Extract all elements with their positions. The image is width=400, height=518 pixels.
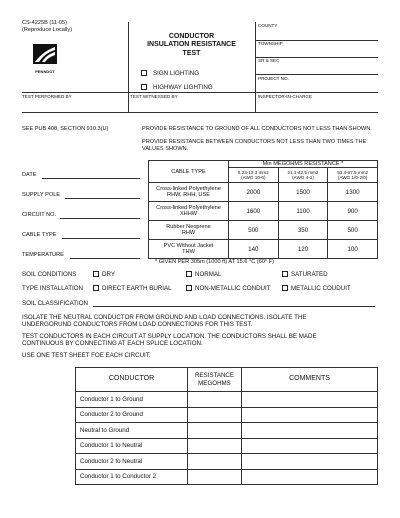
highway-lighting-checkbox[interactable] xyxy=(141,84,147,90)
cable-name: PVC Without Jacket THW xyxy=(149,240,229,259)
cable-row xyxy=(149,202,378,221)
cable-value: 1300 xyxy=(328,183,378,202)
metallic-option[interactable]: METALLIC COUDUIT xyxy=(282,285,351,292)
instruction-line-2a: PROVIDE RESISTANCE BETWEEN CONDUCTORS NOT LESS THAN TWO TIMES THE xyxy=(142,139,367,145)
size-header-1: 5.23-13.3 mm2 (AWG 10-6) xyxy=(229,168,279,183)
conductor-cell: Conductor 1 to Ground xyxy=(76,392,188,408)
temperature-field[interactable] xyxy=(70,258,140,259)
cable-value: 2000 xyxy=(229,183,279,202)
performed-by-label: TEST PERFORMED BY xyxy=(22,94,72,99)
cable-type-label: CABLE TYPE xyxy=(22,232,57,238)
note-paragraph-3: USE ONE TEST SHEET FOE EACH CIRCUIT. xyxy=(22,352,151,359)
note-paragraph-1: ISOLATE THE NEUTRAL CONDUCTOR FROM GROUND AND LOAD CONNECTIONS. ISOLATE THE UNDERGORUND CONDUCTORS FROM LOAD CONNECTIONS FOR THIS TEST. xyxy=(22,314,307,329)
type-installation-label: TYPE INSTALLATION xyxy=(22,285,83,292)
cable-value: 1600 xyxy=(229,202,279,221)
direct-burial-checkbox[interactable] xyxy=(93,285,99,291)
size-header-3: 53.4-67.5 mm2 (AWG 1/0-2/0) xyxy=(328,168,378,183)
sign-lighting-option[interactable]: SIGN LIGHTING xyxy=(141,70,199,77)
comments-cell[interactable] xyxy=(242,469,378,485)
non-metallic-checkbox[interactable] xyxy=(186,285,192,291)
conductor-cell: Conductor 1 to Neutral xyxy=(76,438,188,454)
soil-dry-option[interactable]: DRY xyxy=(93,271,115,278)
size-header-2: 21.1-42.5 mm2 (AWG 4-1) xyxy=(278,168,328,183)
table-row xyxy=(76,438,378,454)
date-field[interactable] xyxy=(42,178,140,179)
page-title: CONDUCTOR INSULATION RESISTANCE TEST xyxy=(147,33,236,57)
cable-type-field[interactable] xyxy=(62,238,140,239)
conductor-column-header: CONDUCTOR xyxy=(76,368,188,392)
resistance-cell[interactable] xyxy=(188,407,242,423)
cable-value: 1500 xyxy=(278,183,328,202)
temperature-label: TEMPERATURE xyxy=(22,252,64,258)
date-label: DATE xyxy=(22,172,37,178)
instruction-line-1: PROVIDE RESISTANCE TO GROUND OF ALL CONDUCTORS NOT LESS THAN SHOWN. xyxy=(142,126,372,132)
comments-cell[interactable] xyxy=(242,454,378,470)
soil-normal-option[interactable]: NORMAL xyxy=(186,271,221,278)
cable-footnote: * GIVEN PER 305m (1000 ft) AT 15.6 °C (60° F) xyxy=(155,259,274,265)
supply-pole-label: SUPPLY POLE xyxy=(22,192,61,198)
cable-type-header: CABLE TYPE xyxy=(149,161,229,183)
test-results-table xyxy=(75,367,378,485)
comments-cell[interactable] xyxy=(242,438,378,454)
form-note: (Reproduce Locally) xyxy=(22,27,73,33)
comments-cell[interactable] xyxy=(242,392,378,408)
comments-cell[interactable] xyxy=(242,407,378,423)
cable-value: 900 xyxy=(328,202,378,221)
resistance-column-header: RESISTANCE MEGOHMS xyxy=(188,368,242,392)
non-metallic-option[interactable]: NON-METALLIC CONDUIT xyxy=(186,285,271,292)
cable-name: Cross-linked Polyethylene XHHW xyxy=(149,202,229,221)
cable-name: Cross-linked Polyethylene RHW, RHH, USE xyxy=(149,183,229,202)
conductor-cell: Conductor 2 to Ground xyxy=(76,407,188,423)
metallic-checkbox[interactable] xyxy=(282,285,288,291)
cable-value: 1100 xyxy=(278,202,328,221)
conductor-cell: Neutral to Ground xyxy=(76,423,188,439)
note-paragraph-2: TEST CONDUCTORS IN EACH CIRCUIT AT SUPPLY LOCATION. THE CONDUCTORS SHALL BE MADE CONTINUOUS BY CONNECTING AT EACH SPLICE LOCATION. xyxy=(22,333,317,348)
cable-row xyxy=(149,183,378,202)
comments-column-header: COMMENTS xyxy=(242,368,378,392)
resistance-cell[interactable] xyxy=(188,392,242,408)
penndot-logo: PENNDOT xyxy=(33,44,57,70)
soil-classification-field[interactable] xyxy=(93,306,375,307)
soil-saturated-option[interactable]: SATURATED xyxy=(282,271,328,278)
table-row xyxy=(76,454,378,470)
cable-value: 350 xyxy=(278,221,328,240)
form-number: CS-4225B (11-05) xyxy=(22,20,67,26)
cable-value: 500 xyxy=(229,221,279,240)
resistance-cell[interactable] xyxy=(188,423,242,439)
resistance-cell[interactable] xyxy=(188,454,242,470)
comments-cell[interactable] xyxy=(242,423,378,439)
circuit-no-field[interactable] xyxy=(60,218,140,219)
sign-lighting-checkbox[interactable] xyxy=(141,70,147,76)
table-row xyxy=(76,469,378,485)
cable-value: 500 xyxy=(328,221,378,240)
soil-saturated-checkbox[interactable] xyxy=(282,271,288,277)
table-row xyxy=(76,423,378,439)
conductor-cell: Conductor 1 to Conductor 2 xyxy=(76,469,188,485)
min-megohms-header: Min MEGOHMS RESISTANCE * xyxy=(229,161,378,168)
cable-value: 120 xyxy=(278,240,328,259)
circuit-no-label: CIRCUIT NO. xyxy=(22,212,57,218)
witnessed-by-label: TEST WITNESSED BY xyxy=(130,94,178,99)
direct-burial-option[interactable]: DIRECT EARTH BURIAL xyxy=(93,285,172,292)
cable-row xyxy=(149,221,378,240)
cable-value: 140 xyxy=(229,240,279,259)
soil-normal-checkbox[interactable] xyxy=(186,271,192,277)
inspector-label: INSPECTOR-IN-CHARGE xyxy=(258,94,313,99)
cable-value: 100 xyxy=(328,240,378,259)
soil-conditions-label: SOIL CONDITIONS xyxy=(22,271,77,278)
soil-dry-checkbox[interactable] xyxy=(93,271,99,277)
highway-lighting-option[interactable]: HIGHWAY LIGHTING xyxy=(141,84,213,91)
resistance-cell[interactable] xyxy=(188,469,242,485)
supply-pole-field[interactable] xyxy=(65,198,140,199)
cable-row xyxy=(149,240,378,259)
resistance-cell[interactable] xyxy=(188,438,242,454)
sr-sec-label: SR & SEC xyxy=(258,58,280,63)
conductor-cell: Conductor 2 to Neutral xyxy=(76,454,188,470)
pub-reference: SEE PUB 408, SECTION 910.3(U) xyxy=(22,126,109,132)
township-label: TOWNSHIP xyxy=(258,41,283,46)
table-row xyxy=(76,407,378,423)
county-label: COUNTY xyxy=(258,23,278,28)
soil-classification-label: SOIL CLASSIFICATION xyxy=(22,300,89,307)
cable-resistance-table xyxy=(148,160,378,259)
cable-name: Rubber Neoprene RHW xyxy=(149,221,229,240)
instruction-line-2b: VALUES SHOWN. xyxy=(142,146,189,152)
table-row xyxy=(76,392,378,408)
project-label: PROJECT NO. xyxy=(258,76,289,81)
